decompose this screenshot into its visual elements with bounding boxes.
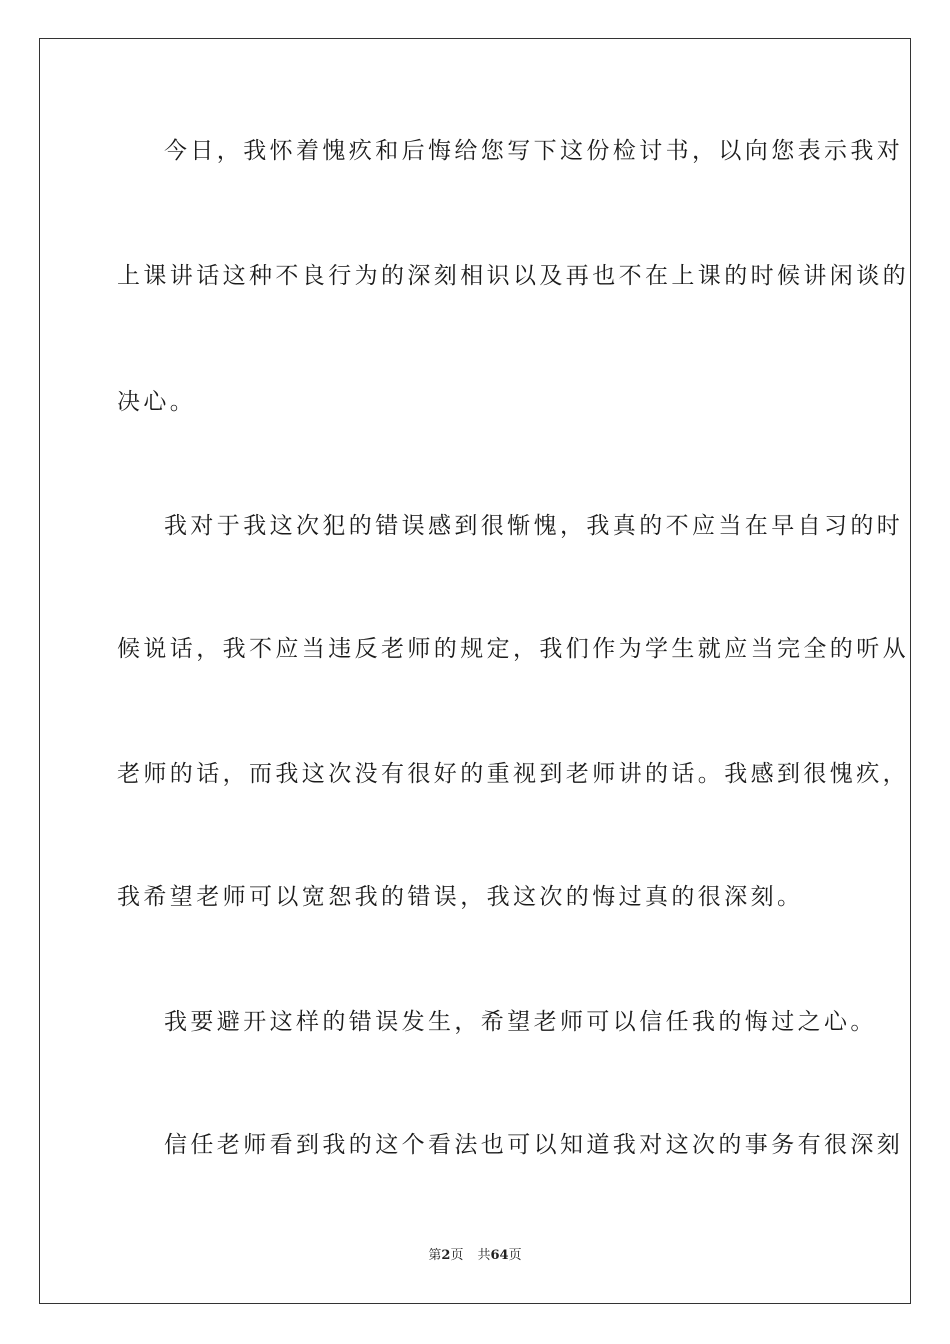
paragraph-line: 上课讲话这种不良行为的深刻相识以及再也不在上课的时候讲闲谈的 [117,263,909,289]
total-pages: 64 [490,1248,509,1263]
total-suffix: 页 [508,1248,522,1263]
paragraph-line: 我希望老师可以宽恕我的错误，我这次的悔过真的很深刻。 [117,884,804,910]
paragraph-line: 我要避开这样的错误发生，希望老师可以信任我的悔过之心。 [164,1009,877,1035]
total-prefix: 共 [477,1248,491,1263]
paragraph-line: 决心。 [117,389,197,415]
page-suffix: 页 [450,1248,464,1263]
page-border [39,38,911,1304]
paragraph-line: 今日，我怀着愧疚和后悔给您写下这份检讨书，以向您表示我对 [164,138,904,164]
page-prefix: 第 [428,1248,442,1263]
paragraph-line: 候说话，我不应当违反老师的规定，我们作为学生就应当完全的听从 [117,636,909,662]
page-footer [0,1247,950,1265]
paragraph-line: 我对于我这次犯的错误感到很惭愧，我真的不应当在早自习的时 [164,513,904,539]
paragraph-line: 老师的话，而我这次没有很好的重视到老师讲的话。我感到很愧疚， [117,761,909,787]
paragraph-line: 信任老师看到我的这个看法也可以知道我对这次的事务有很深刻 [164,1132,904,1158]
page-number: 2 [441,1248,451,1263]
